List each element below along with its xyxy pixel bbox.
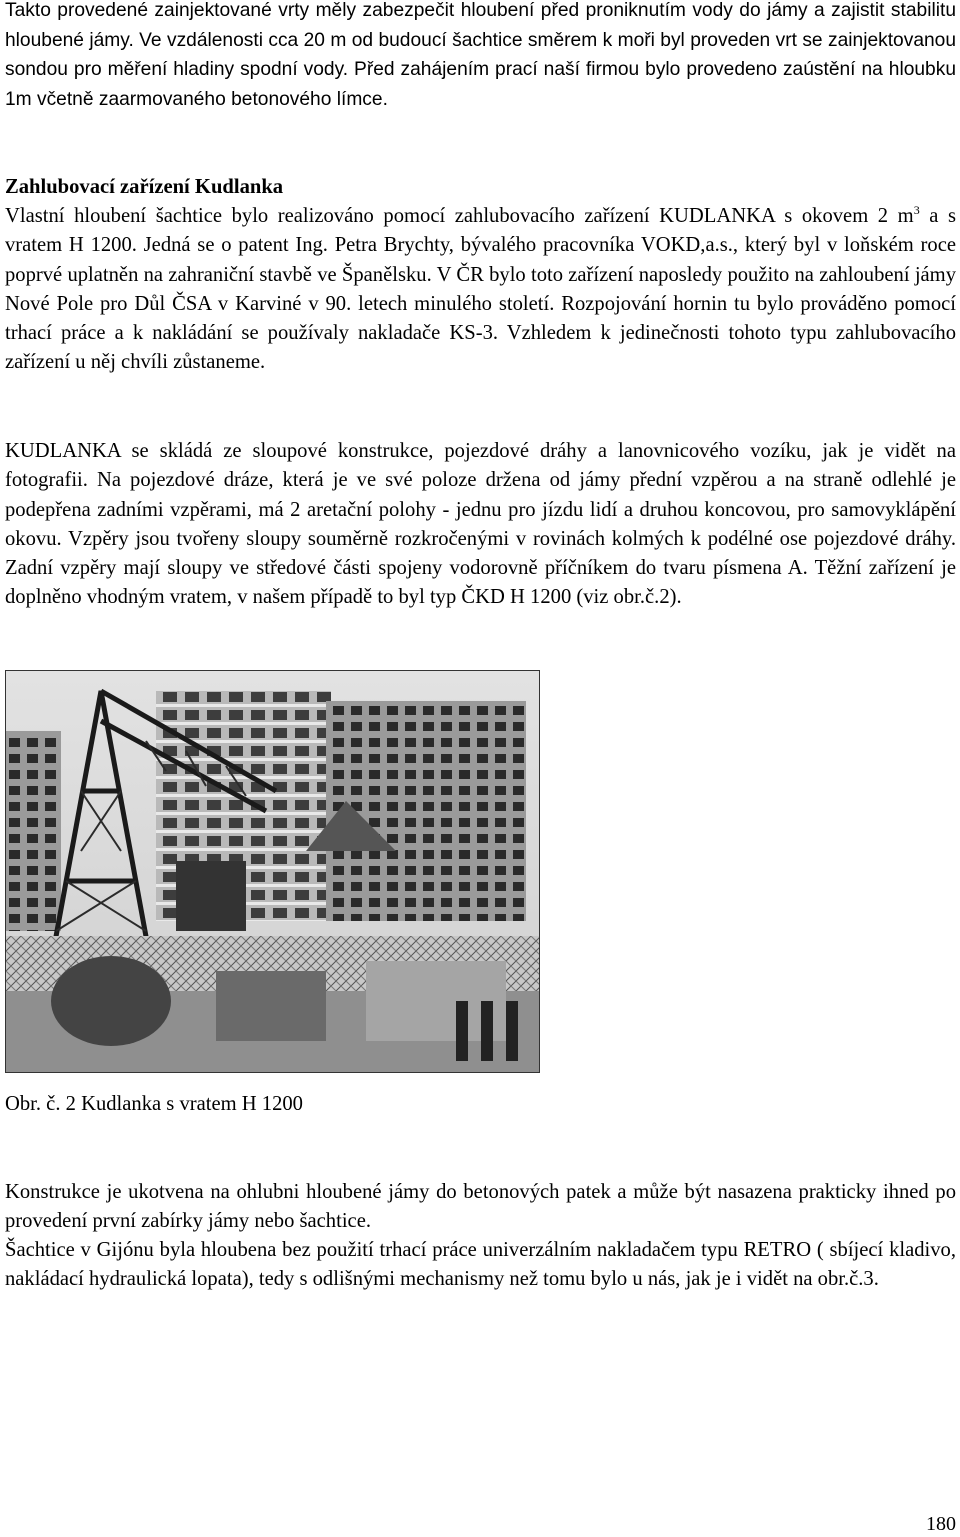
anchoring-paragraph: Konstrukce je ukotvena na ohlubni hloubené jámy do betonových patek a může být nasazena prakticky ihned po provedení první zabírky jámy nebo šachtice. (5, 1181, 956, 1233)
kudlanka-paragraph (5, 202, 956, 378)
barrier-stripes (456, 1001, 518, 1061)
kudlanka-text-start: Vlastní hloubení šachtice bylo realizováno pomocí zahlubovacího zařízení KUDLANKA s okovem 2 m (5, 205, 914, 227)
intro-paragraph: Takto provedené zainjektované vrty měly zabezpečit hloubení před proniknutím vody do jámy a zajistit stabilitu hloubené jámy. Ve vzdálenosti cca 20 m od budoucí šachtice směrem k moři byl proveden vrt se zainjektovanou sondou pro měření hladiny spodní vody. Před zahájením prací naší firmou bylo provedeno zaústění na hloubku 1m včetně zaarmovaného betonového límce. (5, 0, 956, 110)
kudlanka-photo (5, 670, 540, 1073)
gijon-paragraph: Šachtice v Gijónu byla hloubena bez použití trhací práce univerzálním nakladačem typu RETRO ( sbíjecí kladivo, nakládací hydraulická lopata), tedy s odlišnými mechanismy než tomu bylo u nás, jak je i vidět na obr.č.3. (5, 1239, 956, 1291)
hoist-winch (176, 861, 246, 931)
section-heading: Zahlubovací zařízení Kudlanka (5, 176, 284, 198)
machinery (216, 971, 326, 1041)
construction-paragraph: KUDLANKA se skládá ze sloupové konstrukce, pojezdové dráhy a lanovnicového vozíku, jak je vidět na fotografii. Na pojezdové dráze, která je ve své poloze držena od jámy přední vzpěrou a na straně odlehlé je podepřena zadními vzpěrami, má 2 aretační polohy - jednu pro jízdu lidí a druhou koncovou, pro samovyklápění okovu. Vzpěry jsou tvořeny sloupy souměrně rozkročenými v rovinách kolmých k podélné ose pojezdové dráhy. Zadní vzpěry mají sloupy ve středové části spojeny vodorovně příčníkem do tvaru písmena A. Těžní zařízení je doplněno vhodným vratem, v našem případě to byl typ ČKD H 1200 (viz obr.č.2). (5, 440, 956, 609)
page-number: 180 (926, 1513, 956, 1535)
figure-caption: Obr. č. 2 Kudlanka s vratem H 1200 (5, 1093, 303, 1115)
kudlanka-photo-illustration (6, 671, 539, 1072)
apartment-building-left (6, 731, 61, 931)
rock-pile (51, 956, 171, 1046)
superscript-3: 3 (913, 203, 920, 217)
kudlanka-text-end: a s vratem H 1200. Jedná se o patent Ing. Petra Brychty, bývalého pracovníka VOKD,a.s., který byl v loňském roce poprvé uplatněn na zahraniční stavbě ve Španělsku. V ČR bylo toto zařízení naposledy použito na zahloubení jámy Nové Pole pro Důl ČSA v Karviné v 90. letech minulého století. Rozpojování hornin tu bylo prováděno pomocí trhací práce a k nakládání se používaly nakladače KS-3. Vzhledem k jedinečnosti tohoto typu zahlubovacího zařízení u něj chvíli zůstaneme. (5, 205, 956, 374)
